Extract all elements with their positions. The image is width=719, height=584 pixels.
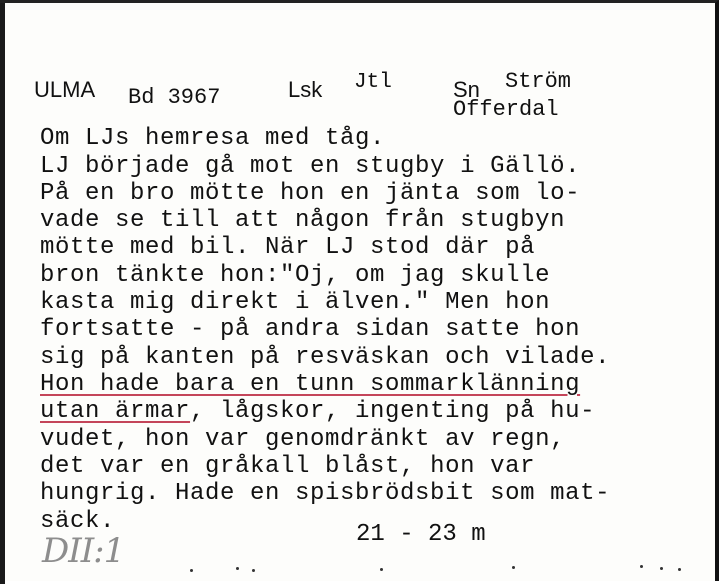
age-range: 21 - 23 m	[356, 521, 486, 548]
text-line-rest: , hon var	[400, 453, 536, 480]
text-line: På en bro mötte hon en jänta som lo-	[40, 180, 581, 207]
lsk-label: Lsk	[288, 77, 323, 102]
text-line: hungrig. Hade en spisbrödsbit som mat-	[40, 480, 611, 507]
underlined-text-line: Hon hade bara en tunn sommarklänning	[40, 371, 581, 398]
sn-value-parish: Ström	[505, 69, 572, 94]
text-line: bron tänkte hon:"Oj, om jag skulle	[40, 262, 551, 289]
speck	[678, 568, 681, 571]
text-line-start: det var en gråkall blåst	[40, 453, 401, 480]
archive-label: ULMA	[34, 77, 96, 102]
text-line: LJ började gå mot en stugby i Gällö.	[40, 153, 581, 180]
sn-value-district: Offerdal	[453, 97, 559, 122]
speck	[660, 567, 663, 570]
text-line: vudet, hon var genomdränkt av regn,	[40, 426, 566, 453]
text-line: kasta mig direkt i älven." Men hon	[40, 289, 551, 316]
text-line	[40, 398, 595, 425]
speck	[512, 566, 515, 569]
volume-number: Bd 3967	[128, 85, 221, 110]
sn-label: Sn	[453, 77, 480, 102]
text-line: vade se till att någon från stugbyn	[40, 207, 566, 234]
speck	[380, 568, 383, 571]
text-line-rest: , lågskor, ingenting på hu-	[190, 398, 596, 425]
lsk-value: Jtl	[354, 71, 392, 94]
underlined-phrase: utan ärmar	[40, 398, 191, 425]
text-line: sig på kanten på resväskan och vilade.	[40, 344, 611, 371]
speck	[640, 565, 643, 568]
handwritten-mark: DII:1	[42, 531, 125, 571]
scan-specks	[0, 563, 719, 575]
speck	[236, 567, 239, 570]
text-line: mötte med bil. När LJ stod där på	[40, 234, 536, 261]
speck	[190, 569, 193, 572]
text-line: säck.	[40, 508, 116, 535]
text-line	[40, 453, 535, 480]
text-line: fortsatte - på andra sidan satte hon	[40, 316, 581, 343]
text-line: Om LJs hemresa med tåg.	[40, 125, 386, 152]
speck	[252, 569, 255, 572]
